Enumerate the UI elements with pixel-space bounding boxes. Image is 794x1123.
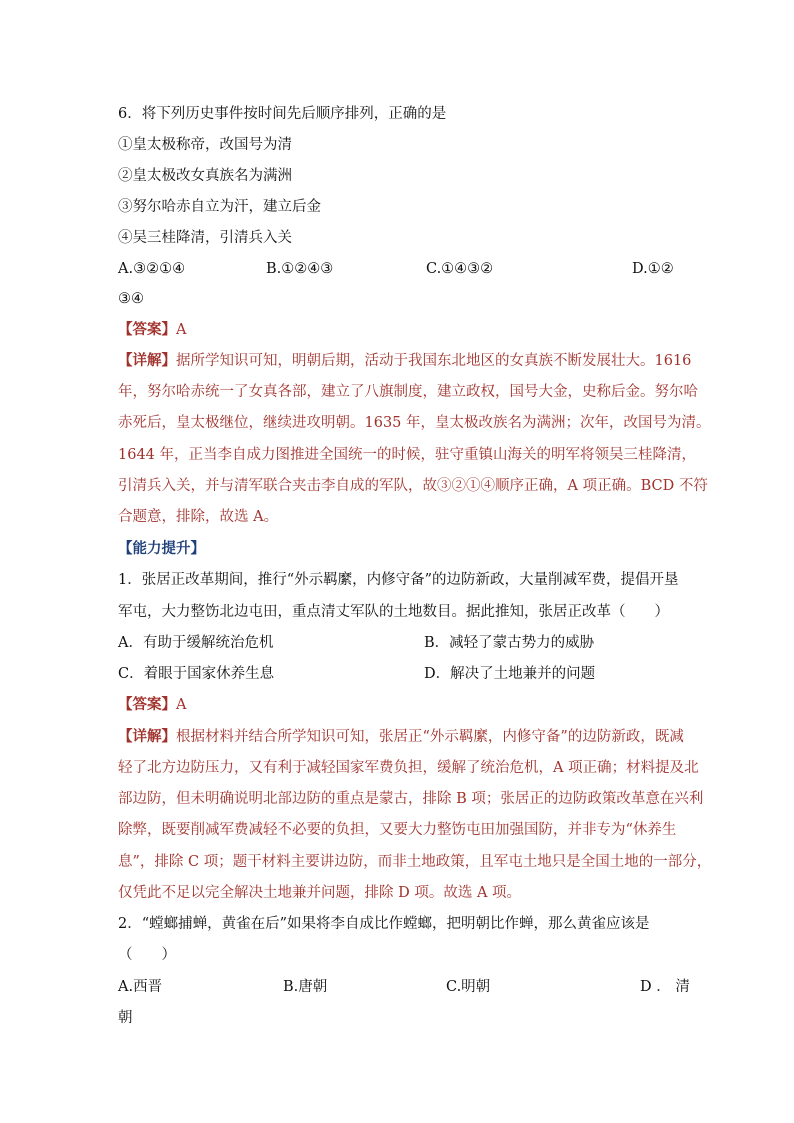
question-1-detail-line: 仅凭此不足以完全解决土地兼并问题，排除 D 项。故选 A 项。	[118, 885, 522, 901]
detail-text: 根据材料并结合所学知识可知，张居正“外示羁縻，内修守备”的边防新政，既减	[176, 729, 684, 745]
question-6-option-b: B.①②④③	[266, 261, 334, 277]
question-1-option-d: D．解决了土地兼并的问题	[424, 666, 596, 682]
detail-text: 据所学知识可知，明朝后期，活动于我国东北地区的女真族不断发展壮大。1616	[176, 353, 692, 369]
question-1-stem: 军屯，大力整饬北边屯田，重点清丈军队的土地数目。据此推知，张居正改革（ ）	[118, 604, 669, 620]
question-1-detail-line: 息”，排除 C 项；题干材料主要讲边防，而非土地政策，且军屯土地只是全国土地的一部分，	[118, 854, 712, 870]
question-2-stem: 2．“螳螂捕蝉，黄雀在后”如果将李自成比作螳螂，把明朝比作蝉，那么黄雀应该是	[118, 916, 650, 932]
question-6-option-d: D.①②	[632, 261, 674, 277]
question-6-detail-line: 1644 年，正当李自成力图推进全国统一的时候，驻守重镇山海关的明军将领吴三桂降清，	[118, 447, 697, 463]
question-6-detail-line	[118, 351, 691, 371]
question-1-stem: 1．张居正改革期间，推行“外示羁縻，内修守备”的边防新政，大量削减军费，提倡开垦	[118, 572, 679, 588]
question-2-option-d-continued: 朝	[118, 1010, 133, 1026]
question-1-option-c: C．着眼于国家休养生息	[118, 666, 275, 682]
answer-tag: 【答案】	[118, 696, 176, 713]
question-6-item-2: ②皇太极改女真族名为满洲	[118, 168, 292, 184]
question-6-answer	[118, 320, 186, 340]
answer-value: A	[176, 322, 187, 338]
question-6-item-1: ①皇太极称帝，改国号为清	[118, 137, 292, 153]
question-2-option-c: C.明朝	[446, 979, 491, 995]
question-2-option-b: B.唐朝	[283, 979, 328, 995]
question-6-detail-line: 合题意，排除，故选 A。	[118, 509, 279, 525]
question-6-stem: 6．将下列历史事件按时间先后顺序排列，正确的是	[118, 106, 447, 122]
answer-tag: 【答案】	[118, 321, 176, 338]
question-6-item-3: ③努尔哈赤自立为汗，建立后金	[118, 199, 321, 215]
answer-value: A	[176, 697, 187, 713]
question-6-option-a: A.③②①④	[118, 261, 186, 277]
question-1-answer	[118, 695, 186, 715]
question-2-option-d: D ． 清	[640, 979, 690, 995]
question-2-option-a: A.西晋	[118, 979, 163, 995]
question-6-detail-line: 引清兵入关，并与清军联合夹击李自成的军队，故③②①④顺序正确，A 项正确。BCD 不符	[118, 478, 708, 494]
question-1-detail-line: 轻了北方边防压力，又有利于减轻国家军费负担，缓解了统治危机，A 项正确；材料提及北	[118, 760, 699, 776]
detail-tag: 【详解】	[118, 352, 176, 369]
question-6-option-d-continued: ③④	[118, 291, 144, 307]
question-6-item-4: ④吴三桂降清，引清兵入关	[118, 230, 292, 246]
section-title: 【能力提升】	[118, 540, 205, 557]
question-1-detail-line: 除弊，既要削减军费减轻不必要的负担，又要大力整饬屯田加强国防，并非专为“休养生	[118, 822, 677, 838]
question-1-option-a: A．有助于缓解统治危机	[118, 635, 274, 651]
question-2-stem: （ ）	[118, 947, 176, 963]
question-6-detail-line: 年，努尔哈赤统一了女真各部，建立了八旗制度，建立政权，国号大金，史称后金。努尔哈	[118, 384, 698, 400]
question-1-detail-line: 部边防，但未明确说明北部边防的重点是蒙古，排除 B 项；张居正的边防政策改革意在兴利	[118, 791, 704, 807]
question-6-option-c: C.①④③②	[426, 261, 494, 277]
question-1-detail-line	[118, 727, 684, 747]
question-1-option-b: B．减轻了蒙古势力的威胁	[424, 635, 595, 651]
detail-tag: 【详解】	[118, 728, 176, 745]
question-6-detail-line: 赤死后，皇太极继位，继续进攻明朝。1635 年，皇太极改族名为满洲；次年，改国号为清。	[118, 415, 711, 431]
